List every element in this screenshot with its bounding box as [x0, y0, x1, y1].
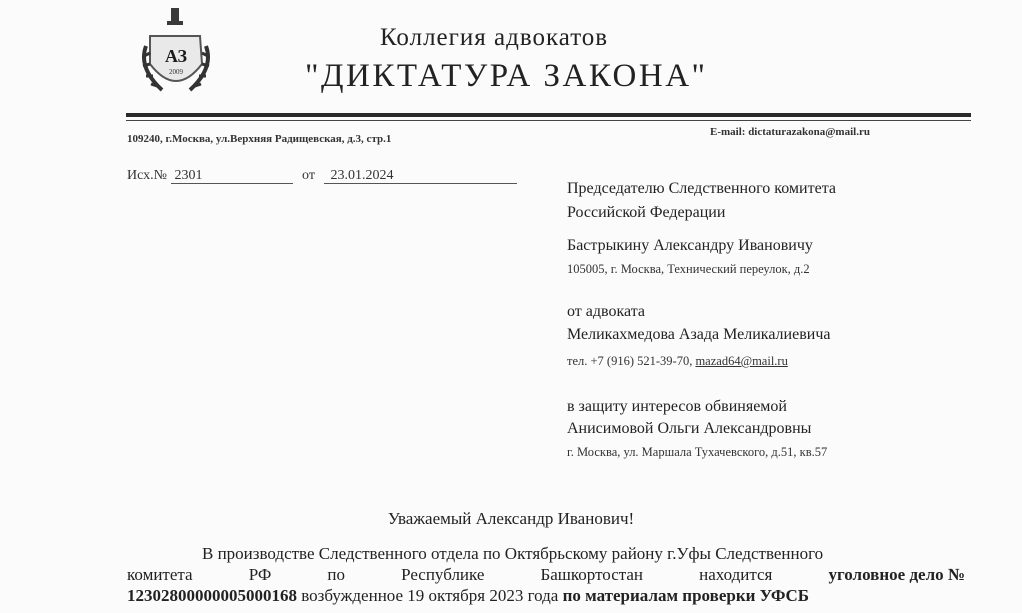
case-label: уголовное дело №: [828, 565, 965, 584]
out-number-label: Исх.№: [127, 168, 167, 183]
org-name: "ДИКТАТУРА ЗАКОНА": [305, 58, 708, 94]
sender-contact: [567, 354, 788, 369]
body-word: Республике: [401, 565, 485, 584]
body-word: РФ: [248, 565, 272, 584]
letterhead-divider-thin: [126, 120, 971, 121]
logo-year: 2009: [169, 68, 183, 76]
sender-phone: тел. +7 (916) 521-39-70,: [567, 354, 696, 368]
letterhead-divider: [126, 113, 971, 117]
org-subtitle: Коллегия адвокатов: [380, 24, 609, 51]
date-label: от: [302, 168, 315, 183]
recipient-title-line1: Председателю Следственного комитета: [567, 180, 836, 197]
case-opened-text: возбужденное 19 октября 2023 года: [297, 586, 563, 605]
sender-name: Меликахмедова Азада Меликалиевича: [567, 326, 831, 343]
body-word: Башкортостан: [540, 565, 644, 584]
case-basis: по материалам проверки УФСБ: [562, 586, 809, 605]
body-word: находится: [699, 565, 773, 584]
case-number: 12302800000005000168: [127, 586, 297, 605]
logo-initials: АЗ: [164, 46, 188, 66]
defendant-name: Анисимовой Ольги Александровны: [567, 420, 812, 437]
salutation: Уважаемый Александр Иванович!: [387, 509, 635, 528]
out-number: 2301: [171, 169, 293, 184]
org-email: E-mail: dictaturazakona@mail.ru: [710, 126, 870, 138]
sender-email-link[interactable]: mazad64@mail.ru: [695, 354, 788, 368]
defense-label: в защиту интересов обвиняемой: [567, 398, 787, 415]
recipient-address: 105005, г. Москва, Технический переулок, д.2: [567, 262, 810, 276]
org-address: 109240, г.Москва, ул.Верхняя Радищевская, д.3, стр.1: [127, 133, 392, 145]
recipient-title-line2: Российской Федерации: [567, 204, 726, 221]
body-line-1: В производстве Следственного отдела по Октябрьскому району г.Уфы Следственного: [202, 544, 824, 563]
letter-date: 23.01.2024: [324, 169, 517, 184]
bar-association-logo: [136, 6, 216, 104]
body-word: по: [327, 565, 345, 584]
recipient-name: Бастрыкину Александру Ивановичу: [567, 237, 813, 254]
body-line-2: [127, 564, 965, 585]
defendant-address: г. Москва, ул. Маршала Тухачевского, д.51, кв.57: [567, 445, 828, 459]
letter-body: [127, 543, 965, 606]
body-line-3: [127, 585, 965, 606]
body-word: комитета: [127, 565, 193, 584]
sender-label: от адвоката: [567, 303, 645, 320]
outgoing-reference: [127, 168, 517, 184]
